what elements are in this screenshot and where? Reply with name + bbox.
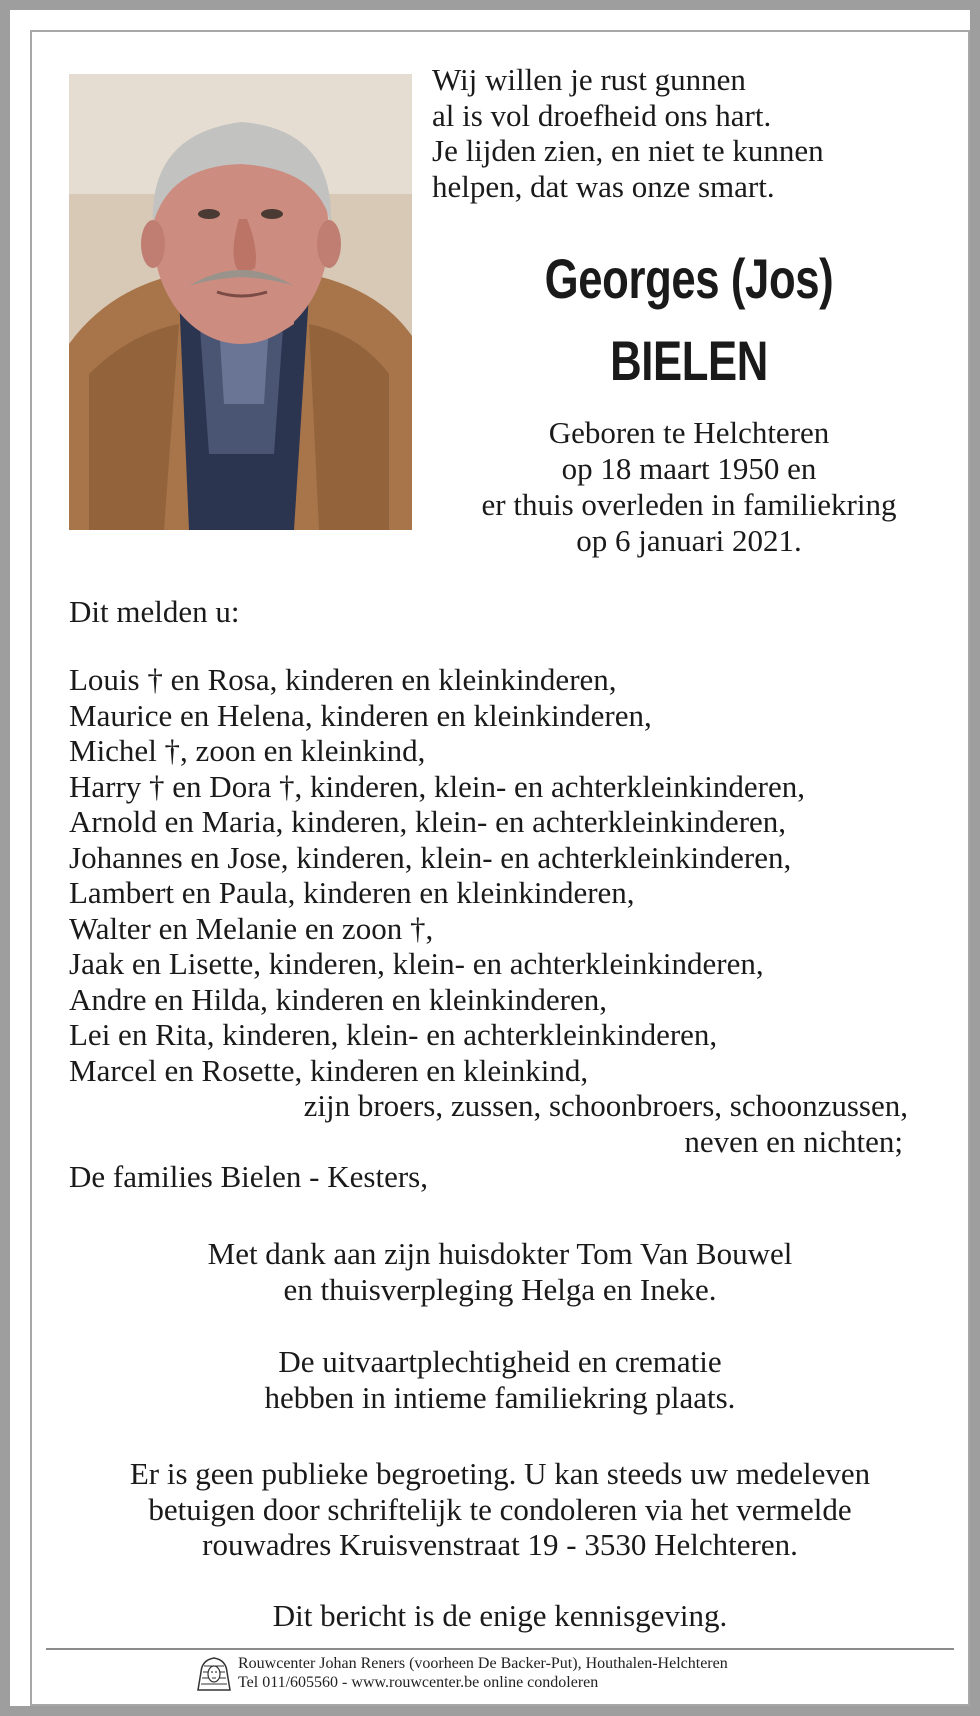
family-line: Lei en Rita, kinderen, klein- en achterkleinkinderen, [69, 1017, 718, 1052]
ceremony-block [50, 1344, 950, 1415]
family-line: Michel †, zoon en kleinkind, [69, 733, 426, 768]
poem-line: Wij willen je rust gunnen [432, 62, 746, 97]
ceremony-line: De uitvaartplechtigheid en crematie [278, 1344, 722, 1379]
first-name: Georges (Jos) [544, 247, 834, 310]
last-name: BIELEN [610, 329, 768, 392]
family-line: Jaak en Lisette, kinderen, klein- en achterkleinkinderen, [69, 946, 764, 981]
birth-line: er thuis overleden in familiekring [481, 487, 897, 522]
families-line: De families Bielen - Kesters, [69, 1159, 428, 1194]
family-line: Johannes en Jose, kinderen, klein- en achterkleinkinderen, [69, 839, 792, 875]
footer-line: Rouwcenter Johan Reners (voorheen De Backer-Put), Houthalen-Helchteren [238, 1655, 728, 1672]
family-list [69, 662, 929, 1195]
notice-text: Dit bericht is de enige kennisgeving. [272, 1598, 728, 1633]
footer-divider [46, 1648, 954, 1650]
thanks-block [50, 1236, 950, 1307]
birth-death-info [422, 415, 956, 559]
family-line: Walter en Melanie en zoon †, [69, 910, 434, 946]
condolence-block [50, 1456, 950, 1563]
family-line: Marcel en Rosette, kinderen en kleinkind, [69, 1052, 589, 1088]
poem [432, 62, 952, 204]
family-line: Andre en Hilda, kinderen en kleinkinderen, [69, 981, 608, 1017]
intro-text: Dit melden u: [69, 594, 240, 629]
condolence-line: Er is geen publieke begroeting. U kan steeds uw medeleven [129, 1456, 871, 1491]
family-line: Arnold en Maria, kinderen, klein- en achterkleinkinderen, [69, 804, 787, 839]
footer-line: Tel 011/605560 - www.rouwcenter.be online condoleren [238, 1674, 599, 1691]
family-tail-line: neven en nichten; [684, 1123, 903, 1159]
deceased-name [481, 238, 898, 402]
birth-line: Geboren te Helchteren [548, 415, 830, 450]
condolence-line: betuigen door schriftelijk te condoleren via het vermelde [148, 1491, 852, 1527]
footer-text [238, 1654, 728, 1692]
portrait-photo [69, 74, 412, 530]
thanks-line: Met dank aan zijn huisdokter Tom Van Bouwel [207, 1236, 793, 1271]
thanks-line: en thuisverpleging Helga en Ineke. [283, 1271, 717, 1307]
poem-line: al is vol droefheid ons hart. [432, 97, 772, 133]
poem-line: helpen, dat was onze smart. [432, 168, 775, 204]
family-tail-line: zijn broers, zussen, schoonbroers, schoonzussen, [303, 1088, 908, 1123]
ceremony-line: hebben in intieme familiekring plaats. [264, 1379, 736, 1415]
family-line: Harry † en Dora †, kinderen, klein- en achterkleinkinderen, [69, 768, 805, 804]
poem-line: Je lijden zien, en niet te kunnen [432, 133, 824, 168]
birth-line: op 18 maart 1950 en [561, 451, 817, 486]
family-line: Lambert en Paula, kinderen en kleinkinderen, [69, 875, 635, 910]
pharaoh-logo-icon [196, 1656, 232, 1692]
condolence-line: rouwadres Kruisvenstraat 19 - 3530 Helchteren. [202, 1527, 798, 1562]
birth-line: op 6 januari 2021. [576, 523, 802, 558]
family-line: Maurice en Helena, kinderen en kleinkinderen, [69, 697, 652, 733]
family-line: Louis † en Rosa, kinderen en kleinkinderen, [69, 662, 617, 697]
